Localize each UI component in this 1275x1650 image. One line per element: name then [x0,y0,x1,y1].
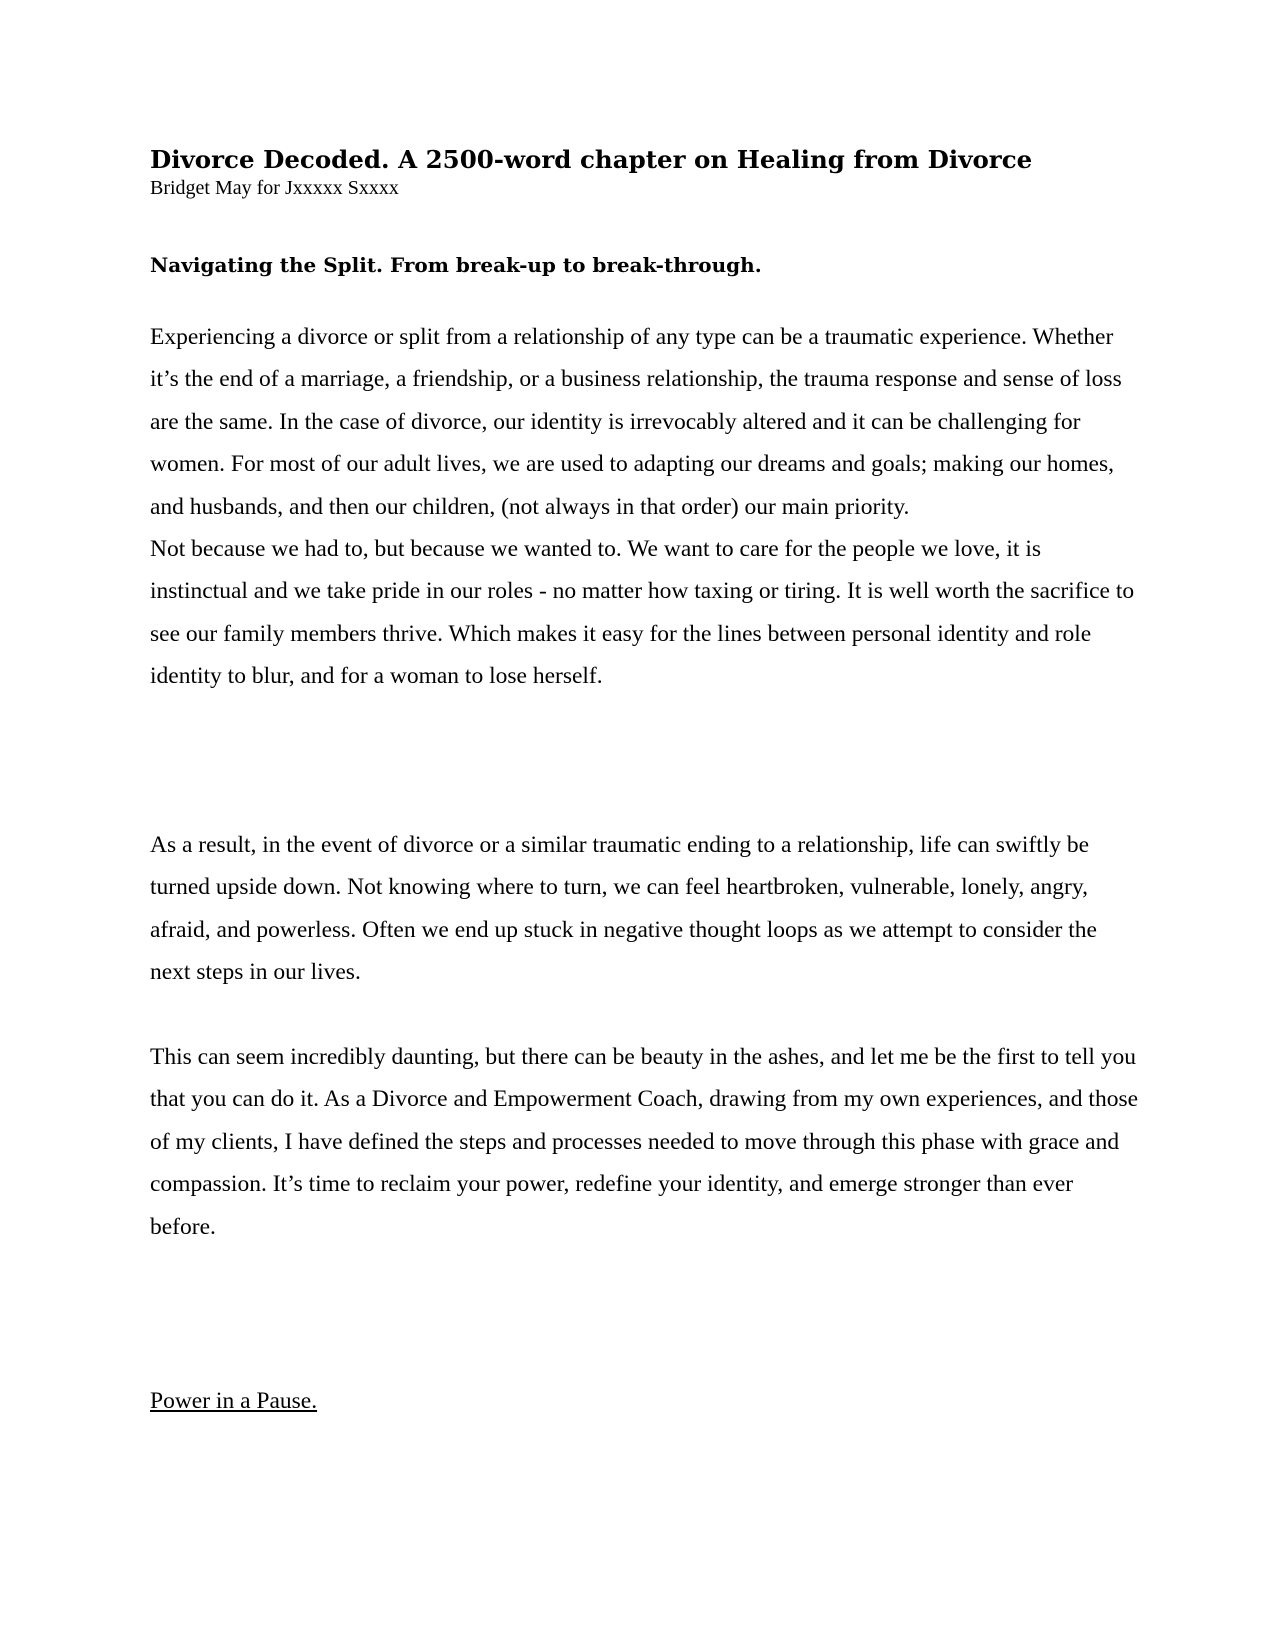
body-paragraph-group-1 [150,316,1140,698]
body-paragraph: Not because we had to, but because we wanted to. We want to care for the people we love, it is instinctual and we take pride in our roles - no matter how taxing or tiring. It is well worth the sacrifice to see our family members thrive. Which makes it easy for the lines between personal identity and role identity to blur, and for a woman to lose herself. [150,536,1135,690]
chapter-subtitle: Navigating the Split. From break-up to break-through. [150,253,762,277]
body-paragraph: This can seem incredibly daunting, but there can be beauty in the ashes, and let me be the first to tell you that you can do it. As a Divorce and Empowerment Coach, drawing from my own experiences, and those of my clients, I have defined the steps and processes needed to move through this phase with grace and compassion. It’s time to reclaim your power, redefine your identity, and emerge stronger than ever before. [150,1044,1139,1240]
document-content [150,144,1140,1414]
body-paragraph: Experiencing a divorce or split from a relationship of any type can be a traumatic experience. Whether it’s the end of a marriage, a friendship, or a business relationship, the trauma response and sense of loss are the same. In the case of divorce, our identity is irrevocably altered and it can be challenging for women. For most of our adult lives, we are used to adapting our dreams and goals; making our homes, and husbands, and then our children, (not always in that order) our main priority. [150,324,1122,520]
section-heading-link[interactable]: Power in a Pause. [150,1388,318,1414]
document-title: Divorce Decoded. A 2500-word chapter on Healing from Divorce [150,145,1033,174]
author-byline: Bridget May for Jxxxxx Sxxxx [150,177,399,199]
body-paragraph: As a result, in the event of divorce or a similar traumatic ending to a relationship, life can swiftly be turned upside down. Not knowing where to turn, we can feel heartbroken, vulnerable, lonely, angry, afraid, and powerless. Often we end up stuck in negative thought loops as we attempt to consider the next steps in our lives. [150,832,1097,986]
